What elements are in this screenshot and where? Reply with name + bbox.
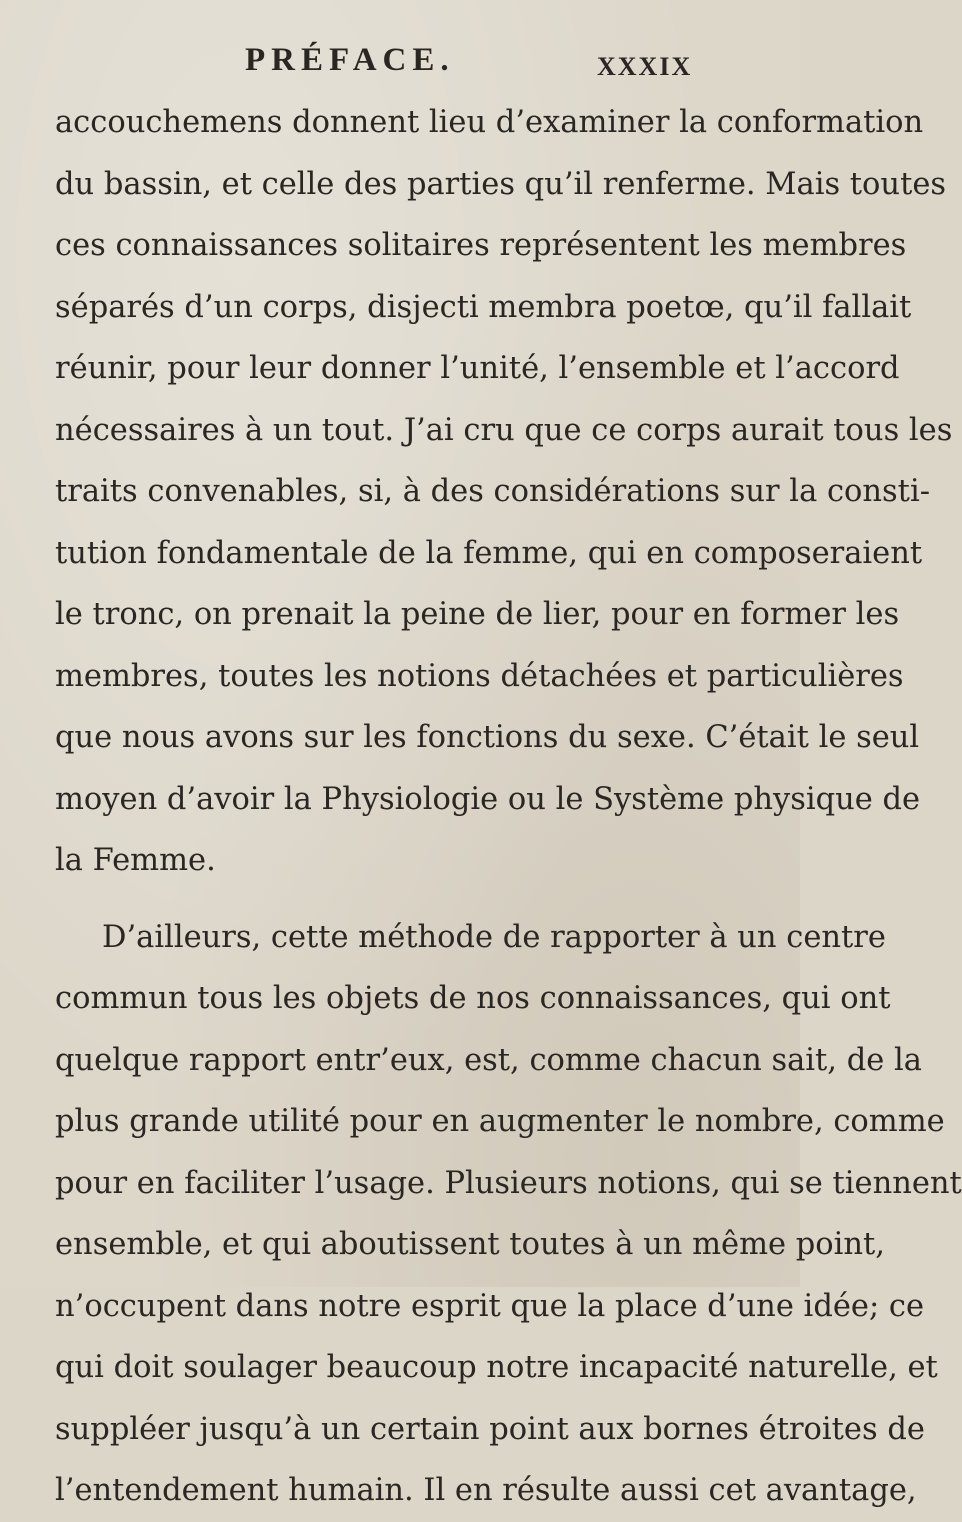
text-line: traits convenables, si, à des considérations sur la consti-	[55, 474, 930, 509]
text-line: ensemble, et qui aboutissent toutes à un même point,	[55, 1227, 885, 1262]
running-title: PRÉFACE.	[245, 42, 455, 78]
text-line: D’ailleurs, cette méthode de rapporter à un centre	[102, 919, 886, 955]
paragraph-1	[55, 92, 953, 892]
text-line: que nous avons sur les fonctions du sexe. C’était le seul	[55, 720, 920, 755]
text-line: pour en faciliter l’usage. Plusieurs notions, qui se tiennent	[55, 1165, 962, 1201]
text-line: ces connaissances solitaires représentent les membres	[55, 228, 907, 263]
paragraph-gap	[55, 892, 745, 907]
text-line: du bassin, et celle des parties qu’il renferme. Mais toutes	[55, 166, 947, 202]
text-line: l’entendement humain. Il en résulte aussi cet avantage,	[55, 1473, 917, 1508]
page-number: XXXIX	[597, 52, 693, 81]
text-line: plus grande utilité pour en augmenter le nombre, comme	[55, 1104, 945, 1139]
text-line: la Femme.	[55, 843, 216, 878]
text-line: commun tous les objets de nos connaissances, qui ont	[55, 981, 891, 1016]
text-line: accouchemens donnent lieu d’examiner la conformation	[55, 105, 924, 140]
text-line: suppléer jusqu’à un certain point aux bornes étroites de	[55, 1411, 925, 1447]
text-line: séparés d’un corps, disjecti membra poetœ, qu’il fallait	[55, 289, 912, 325]
text-line: nécessaires à un tout. J’ai cru que ce corps aurait tous les	[55, 412, 953, 448]
text-line: qui doit soulager beaucoup notre incapacité naturelle, et	[55, 1350, 938, 1385]
text-line: n’occupent dans notre esprit que la place d’une idée; ce	[55, 1288, 925, 1324]
text-line: tution fondamentale de la femme, qui en composeraient	[55, 535, 923, 571]
text-line: membres, toutes les notions détachées et particulières	[55, 658, 904, 694]
text-line: réunir, pour leur donner l’unité, l’ensemble et l’accord	[55, 351, 900, 386]
paragraph-2	[55, 907, 962, 1522]
page-header	[0, 42, 800, 86]
text-line: quelque rapport entr’eux, est, comme chacun sait, de la	[55, 1042, 922, 1078]
body-text	[55, 92, 962, 1522]
text-line: moyen d’avoir la Physiologie ou le Système physique de	[55, 781, 921, 817]
text-line: le tronc, on prenait la peine de lier, pour en former les	[55, 597, 900, 632]
